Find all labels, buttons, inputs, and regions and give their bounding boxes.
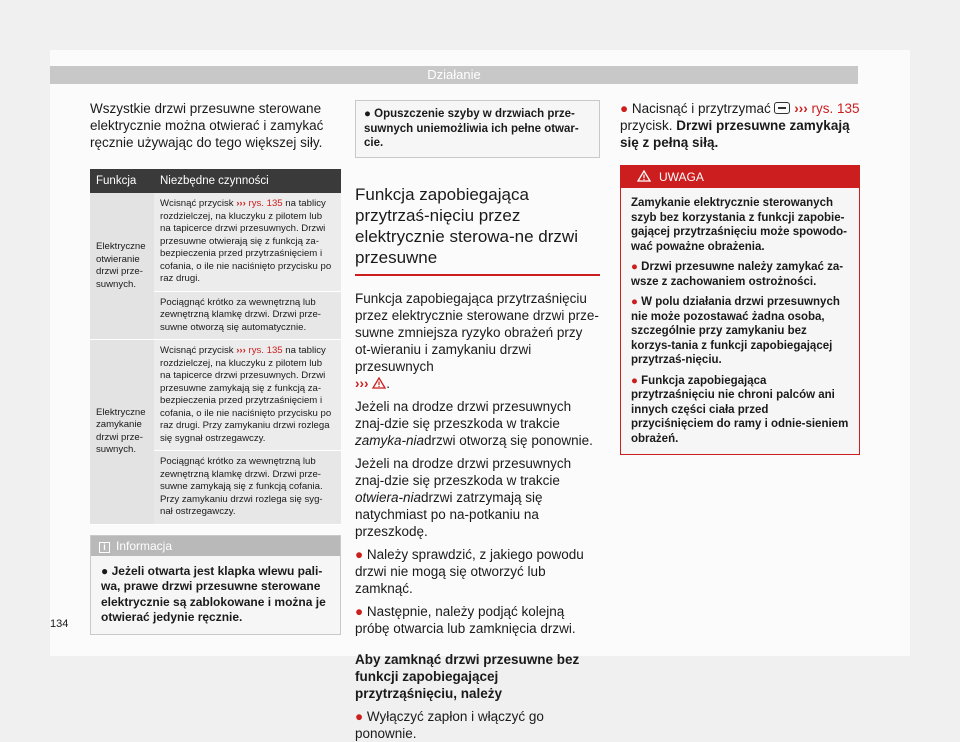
action-text: Wcisnąć przycisk bbox=[160, 198, 237, 209]
page-header: Działanie bbox=[50, 66, 858, 84]
paragraph: Funkcja zapobiegająca przytrzaśnięciu przez elektrycznie sterowane drzwi prze-suwne zmniejsza ryzyko obrażeń przy ot-wieraniu i zamykaniu drzwi przesuwnych ››› . bbox=[355, 290, 599, 391]
paragraph-text: Jeżeli na drodze drzwi przesuwnych znaj-dzie się przeszkoda w trakcie bbox=[355, 455, 572, 488]
warning-triangle-icon bbox=[637, 170, 651, 182]
bullet-icon: ● bbox=[631, 261, 638, 273]
reference-arrows: ››› bbox=[794, 101, 808, 116]
warning-item bbox=[631, 260, 849, 289]
paragraph bbox=[355, 398, 600, 449]
table-row bbox=[90, 340, 341, 451]
action-cell: Pociągnąć krótko za wewnętrzną lub zewnętrzną klamkę drzwi. Drzwi prze-suwne zamykają się z funkcją cofania. Przy zamykaniu drzwi rozlega się syg-nał ostrzegawczy. bbox=[154, 451, 341, 525]
instruction-text: przycisk. bbox=[620, 118, 677, 133]
instruction-paragraph bbox=[620, 100, 860, 151]
bullet-icon: ● bbox=[355, 708, 364, 724]
paragraph bbox=[355, 455, 600, 540]
list-item-text: Następnie, należy podjąć kolejną próbę otwarcia lub zamknięcia drzwi. bbox=[355, 603, 576, 636]
paragraph-text: Jeżeli na drodze drzwi przesuwnych znaj-dzie się przeszkoda w trakcie bbox=[355, 398, 572, 431]
warning-triangle-icon[interactable] bbox=[372, 377, 386, 389]
warning-item-text: Funkcja zapobiegająca przytrzaśnięciu nie chroni palców ani innych części ciała przed przyciśnięciem do ramy i odnie-sieniem obrażeń. bbox=[631, 374, 849, 445]
warning-box-header bbox=[621, 166, 859, 188]
table-header-function: Funkcja bbox=[90, 169, 154, 193]
door-button-icon bbox=[774, 102, 790, 114]
note-text: Opuszczenie szyby w drzwiach prze-suwnych uniemożliwia ich pełne otwar-cie. bbox=[364, 108, 579, 149]
list-item-text: Należy sprawdzić, z jakiego powodu drzwi nie mogą się otworzyć lub zamknąć. bbox=[355, 546, 584, 596]
page-number: 134 bbox=[50, 618, 69, 630]
reference-arrows: ››› bbox=[355, 375, 369, 391]
paragraph-italic: zamyka-nia bbox=[355, 432, 425, 448]
paragraph-italic: otwiera-nia bbox=[355, 489, 422, 505]
action-text: na tablicy rozdzielczej, na kluczyku z pilotem lub na tapicerce drzwi przesuwnych. Drzwi przesuwne otwierają się z funkcją za-bezpieczenia przed przytrzaśnięciem i cofania, o ile nie naciśnięto przycisku po raz drugi. bbox=[160, 198, 332, 284]
info-box bbox=[90, 535, 341, 635]
reference-arrows: ››› bbox=[236, 345, 246, 356]
column-right bbox=[620, 100, 860, 455]
figure-reference-link[interactable]: rys. 135 bbox=[245, 345, 283, 356]
column-left bbox=[90, 100, 341, 635]
bullet-icon: ● bbox=[631, 374, 638, 387]
warning-intro: Zamykanie elektrycznie sterowanych szyb bez korzystania z funkcji zapobie-gającej przytrzaśnięciu może spowodo-wać poważne obrażenia. bbox=[631, 197, 847, 253]
bullet-icon: ● bbox=[355, 603, 364, 619]
info-box-title: Informacja bbox=[116, 538, 173, 553]
warning-item-text: Drzwi przesuwne należy zamykać za-wsze z zachowaniem ostrożności. bbox=[631, 261, 844, 288]
bullet-icon: ● bbox=[364, 108, 371, 120]
subheading: Aby zamknąć drzwi przesuwne bez funkcji zapobiegającej przytrząśnięciu, należy bbox=[355, 651, 580, 701]
bullet-icon: ● bbox=[101, 563, 109, 578]
warning-box-body bbox=[621, 188, 859, 454]
action-cell bbox=[154, 340, 341, 451]
figure-reference-link[interactable]: rys. 135 bbox=[807, 101, 860, 116]
table-header-actions: Niezbędne czynności bbox=[154, 169, 341, 193]
warning-item bbox=[631, 295, 849, 368]
warning-item bbox=[631, 374, 849, 447]
intro-text: Wszystkie drzwi przesuwne sterowane elektrycznie można otwierać i zamykać ręcznie używając do tego większej siły. bbox=[90, 101, 324, 150]
reference-arrows: ››› bbox=[236, 198, 246, 209]
bullet-icon: ● bbox=[355, 546, 364, 562]
paragraph-text: Funkcja zapobiegająca przytrzaśnięciu przez elektrycznie sterowane drzwi prze-suwne zmniejsza ryzyko obrażeń przy ot-wieraniu i zamykaniu drzwi przesuwnych bbox=[355, 290, 599, 374]
function-cell: Elektryczne otwieranie drzwi prze-suwnych. bbox=[90, 193, 154, 340]
info-text: Jeżeli otwarta jest klapka wlewu pali-wa, prawe drzwi przesuwne sterowane elektrycznie są zablokowane i można je otwierać jedynie ręcznie. bbox=[101, 563, 326, 624]
action-text: na tablicy rozdzielczej, na kluczyku z pilotem lub na tapicerce drzwi przesuwnych. Drzwi przesuwne zamykają się z funkcją za-bezpieczenia przed przytrzaśnięciem i cofania, o ile nie naciśnięto przycisku po raz drugi. Przy zamykaniu drzwi rozlega się sygnał ostrzegawczy. bbox=[160, 345, 332, 444]
bullet-icon: ● bbox=[631, 296, 638, 308]
warning-box bbox=[620, 165, 860, 455]
list-item bbox=[355, 546, 600, 597]
info-box-body bbox=[91, 556, 340, 634]
function-cell: Elektryczne zamykanie drzwi prze-suwnych. bbox=[90, 340, 154, 525]
action-text: Wcisnąć przycisk bbox=[160, 345, 237, 356]
note-box bbox=[355, 100, 600, 158]
figure-reference-link[interactable]: rys. 135 bbox=[245, 198, 283, 209]
section-heading: Funkcja zapobiegająca przytrzaś-nięciu przez elektrycznie sterowa-ne drzwi przesuwne bbox=[355, 184, 600, 276]
instruction-text: Nacisnąć i przytrzymać bbox=[631, 101, 775, 116]
table-row bbox=[90, 193, 341, 291]
list-item-text: Wyłączyć zapłon i włączyć go ponownie. bbox=[355, 708, 544, 741]
warning-item-text: W polu działania drzwi przesuwnych nie może pozostawać żadna osoba, szczególnie przy zamykaniu bez korzys-tania z funkcji zapobiegającej przytrzaś-nięciu. bbox=[631, 296, 840, 366]
bullet-icon: ● bbox=[620, 101, 629, 116]
action-cell: Pociągnąć krótko za wewnętrzną lub zewnętrzną klamkę drzwi. Drzwi prze-suwne otworzą się automatycznie. bbox=[154, 291, 341, 340]
warning-title: UWAGA bbox=[659, 170, 704, 184]
paragraph-text: drzwi otworzą się ponownie. bbox=[424, 432, 593, 448]
instruction-bold: Drzwi przesuwne zamykają się z pełną siłą. bbox=[620, 118, 850, 150]
table-header-row bbox=[90, 169, 341, 193]
column-middle bbox=[355, 100, 600, 742]
list-item bbox=[355, 708, 600, 742]
info-icon: i bbox=[99, 542, 110, 553]
info-box-header bbox=[91, 536, 340, 556]
function-table bbox=[90, 169, 341, 525]
paragraph-text: drzwi zatrzymają się natychmiast po na-potkaniu na przeszkodę. bbox=[355, 489, 543, 539]
list-item bbox=[355, 603, 600, 637]
action-cell bbox=[154, 193, 341, 291]
